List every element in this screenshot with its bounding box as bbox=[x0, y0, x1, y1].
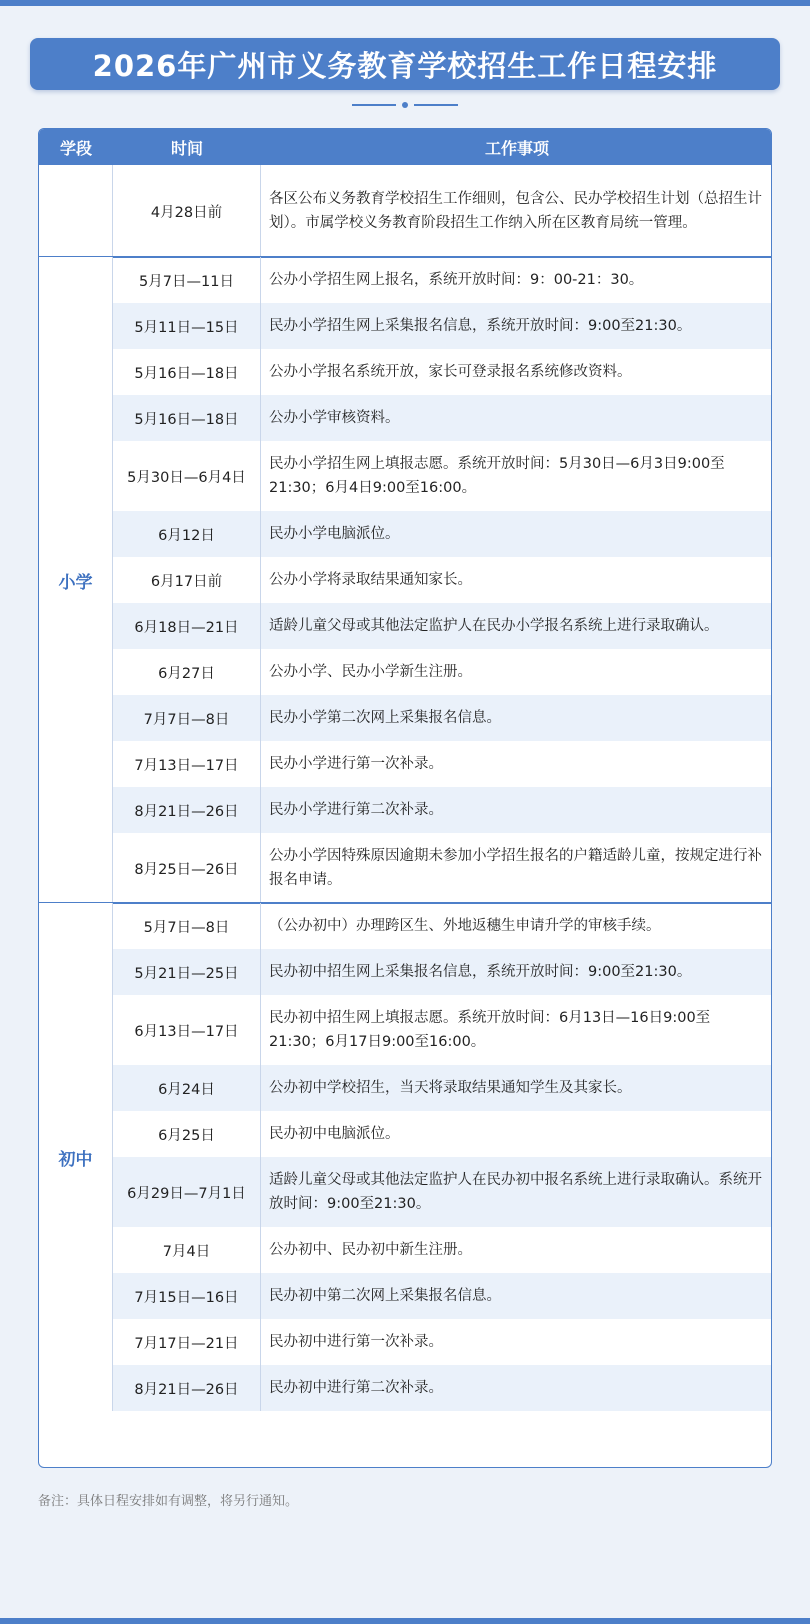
row-time: 6月13日—17日 bbox=[113, 995, 261, 1065]
row-task: 民办初中电脑派位。 bbox=[269, 1126, 400, 1142]
table-row bbox=[113, 395, 772, 441]
row-task: 民办初中第二次网上采集报名信息。 bbox=[269, 1288, 501, 1304]
row-time: 7月15日—16日 bbox=[113, 1273, 261, 1319]
row-task: 民办小学进行第一次补录。 bbox=[269, 756, 443, 772]
row-time: 7月7日—8日 bbox=[113, 695, 261, 741]
row-time: 4月28日前 bbox=[113, 165, 261, 257]
row-time: 8月21日—26日 bbox=[113, 1365, 261, 1411]
table-row bbox=[113, 949, 772, 995]
row-time: 8月21日—26日 bbox=[113, 787, 261, 833]
row-task: 民办初中招生网上采集报名信息，系统开放时间：9:00至21:30。 bbox=[269, 964, 692, 980]
row-task: 公办初中学校招生，当天将录取结果通知学生及其家长。 bbox=[269, 1080, 632, 1096]
row-time: 5月21日—25日 bbox=[113, 949, 261, 995]
header-stage: 学段 bbox=[59, 138, 92, 158]
stage-cell-primary: 小学 bbox=[39, 257, 113, 903]
table-row bbox=[113, 303, 772, 349]
table-header bbox=[39, 129, 771, 165]
row-task: 适龄儿童父母或其他法定监护人在民办初中报名系统上进行录取确认。系统开放时间：9:00至21:30。 bbox=[269, 1172, 762, 1212]
row-task: 公办小学将录取结果通知家长。 bbox=[269, 572, 472, 588]
table-row bbox=[113, 833, 772, 903]
row-task: 民办小学第二次网上采集报名信息。 bbox=[269, 710, 501, 726]
row-time: 5月16日—18日 bbox=[113, 395, 261, 441]
row-task: 各区公布义务教育学校招生工作细则，包含公、民办学校招生计划（总招生计划）。市属学校义务教育阶段招生工作纳入所在区教育局统一管理。 bbox=[269, 191, 762, 231]
table-row bbox=[113, 787, 772, 833]
row-time: 6月25日 bbox=[113, 1111, 261, 1157]
row-task: 适龄儿童父母或其他法定监护人在民办小学报名系统上进行录取确认。 bbox=[269, 618, 719, 634]
row-time: 5月7日—8日 bbox=[113, 903, 261, 949]
row-task: 民办小学进行第二次补录。 bbox=[269, 802, 443, 818]
footnote: 备注：具体日程安排如有调整，将另行通知。 bbox=[38, 1494, 299, 1509]
table-row bbox=[113, 1273, 772, 1319]
row-task: 民办初中进行第二次补录。 bbox=[269, 1380, 443, 1396]
row-time: 8月25日—26日 bbox=[113, 833, 261, 903]
table-row bbox=[113, 603, 772, 649]
row-task: 民办小学招生网上填报志愿。系统开放时间：5月30日—6月3日9:00至21:30；6月4日9:00至16:00。 bbox=[269, 456, 725, 496]
row-task: 民办小学招生网上采集报名信息，系统开放时间：9:00至21:30。 bbox=[269, 318, 692, 334]
table-row bbox=[113, 1319, 772, 1365]
row-task: 公办初中、民办初中新生注册。 bbox=[269, 1242, 472, 1258]
row-task: 公办小学审核资料。 bbox=[269, 410, 400, 426]
table-row bbox=[113, 903, 772, 949]
row-task: 公办小学因特殊原因逾期未参加小学招生报名的户籍适龄儿童，按规定进行补报名申请。 bbox=[269, 848, 762, 888]
stage-cell-junior: 初中 bbox=[39, 903, 113, 1411]
row-task: 民办初中进行第一次补录。 bbox=[269, 1334, 443, 1350]
table-row bbox=[113, 349, 772, 395]
row-time: 6月27日 bbox=[113, 649, 261, 695]
row-time: 7月4日 bbox=[113, 1227, 261, 1273]
page-title: 2026年广州市义务教育学校招生工作日程安排 bbox=[30, 38, 780, 90]
table-row bbox=[113, 257, 772, 303]
row-time: 5月16日—18日 bbox=[113, 349, 261, 395]
table-row bbox=[113, 649, 772, 695]
table-row bbox=[113, 1365, 772, 1411]
row-time: 6月12日 bbox=[113, 511, 261, 557]
stage-cell-general bbox=[39, 165, 113, 257]
header-time: 时间 bbox=[170, 138, 203, 158]
row-time: 5月7日—11日 bbox=[113, 257, 261, 303]
row-time: 7月13日—17日 bbox=[113, 741, 261, 787]
table-row bbox=[113, 165, 772, 257]
table-row bbox=[113, 1157, 772, 1227]
table-row bbox=[113, 511, 772, 557]
row-time: 5月30日—6月4日 bbox=[113, 441, 261, 511]
row-task: （公办初中）办理跨区生、外地返穗生申请升学的审核手续。 bbox=[269, 918, 661, 934]
top-accent-bar bbox=[0, 0, 810, 6]
table-row bbox=[113, 1227, 772, 1273]
row-time: 7月17日—21日 bbox=[113, 1319, 261, 1365]
table-row bbox=[113, 695, 772, 741]
row-task: 公办小学招生网上报名，系统开放时间：9：00-21：30。 bbox=[269, 272, 644, 288]
schedule-table bbox=[38, 128, 772, 1468]
table-row bbox=[113, 441, 772, 511]
table-row bbox=[113, 557, 772, 603]
title-divider bbox=[352, 102, 458, 108]
row-time: 6月17日前 bbox=[113, 557, 261, 603]
row-task: 民办小学电脑派位。 bbox=[269, 526, 400, 542]
row-time: 5月11日—15日 bbox=[113, 303, 261, 349]
row-task: 民办初中招生网上填报志愿。系统开放时间：6月13日—16日9:00至21:30；6月17日9:00至16:00。 bbox=[269, 1010, 711, 1050]
row-task: 公办小学报名系统开放，家长可登录报名系统修改资料。 bbox=[269, 364, 632, 380]
row-time: 6月18日—21日 bbox=[113, 603, 261, 649]
row-task: 公办小学、民办小学新生注册。 bbox=[269, 664, 472, 680]
header-task: 工作事项 bbox=[484, 138, 549, 158]
table-row bbox=[113, 1111, 772, 1157]
bottom-accent-bar bbox=[0, 1618, 810, 1624]
row-time: 6月24日 bbox=[113, 1065, 261, 1111]
table-row bbox=[113, 741, 772, 787]
table-row bbox=[113, 995, 772, 1065]
row-time: 6月29日—7月1日 bbox=[113, 1157, 261, 1227]
table-row bbox=[113, 1065, 772, 1111]
